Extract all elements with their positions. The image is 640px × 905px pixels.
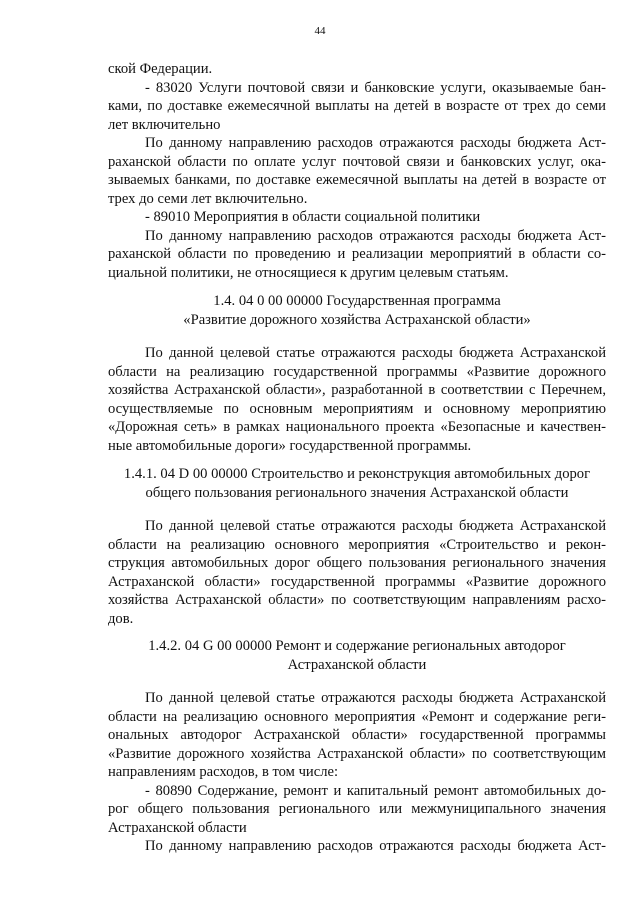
text-line: «Дорожная сеть» в рамках национального проекта «Безопасные и качествен-	[108, 419, 606, 435]
text-line: По данной целевой статье отражаются расходы бюджета Астраханской	[145, 690, 606, 706]
text-line: ные автомобильные дороги» государственной программы.	[108, 437, 472, 454]
text-line: осуществляемые по основным мероприятиям и основному мероприятию	[108, 400, 606, 417]
text-line: области на реализацию основного мероприятия «Ремонт и содержание реги-	[108, 708, 606, 725]
text-line: струкция автомобильных дорог общего пользования регионального значения	[108, 555, 606, 571]
text-line: По данной целевой статье отражаются расходы бюджета Астраханской	[145, 518, 606, 534]
text-line: По данному направлению расходов отражаются расходы бюджета Аст-	[145, 838, 606, 854]
section-heading-1-4-1	[108, 465, 606, 502]
page-number: 44	[314, 25, 326, 37]
heading-line: «Развитие дорожного хозяйства Астраханской области»	[183, 311, 531, 328]
text-line: ональных автодорог Астраханской области» государственной программы	[108, 727, 606, 743]
heading-line: 1.4.1. 04 D 00 00000 Строительство и реконструкция автомобильных дорог	[123, 466, 591, 482]
paragraph-block-3	[108, 517, 606, 628]
text-line: рог общего пользования регионального или межмуниципального значения	[108, 801, 606, 817]
paragraph-block-1	[108, 60, 606, 282]
text-line: ками, по доставке ежемесячной выплаты на детей в возрасте от трех до семи	[108, 98, 606, 114]
text-line: зываемых банками, по доставке ежемесячной выплаты на детей в возрасте от	[108, 172, 606, 188]
text-line: циальной политики, не относящиеся к другим целевым статьям.	[108, 264, 509, 281]
text-line: Астраханской области» государственной программы «Развитие дорожного	[108, 573, 606, 590]
text-line: - 83020 Услуги почтовой связи и банковские услуги, оказываемые бан-	[145, 79, 606, 96]
text-line: хозяйства Астраханской области», разработанной в соответствии с Перечнем,	[108, 382, 606, 398]
heading-line: 1.4. 04 0 00 00000 Государственная программа	[213, 293, 501, 309]
text-line: дов.	[108, 610, 134, 627]
text-line: области на реализацию государственной программы «Развитие дорожного	[108, 363, 606, 380]
text-line: лет включительно	[108, 116, 221, 133]
text-line: - 80890 Содержание, ремонт и капитальный ремонт автомобильных до-	[145, 782, 606, 799]
text-line: направлениям расходов, в том числе:	[108, 764, 339, 780]
text-line: трех до семи лет включительно.	[108, 190, 308, 207]
section-heading-1-4	[108, 292, 606, 329]
text-line: По данной целевой статье отражаются расходы бюджета Астраханской	[145, 345, 606, 361]
text-line: - 89010 Мероприятия в области социальной политики	[145, 209, 481, 225]
paragraph-block-2	[108, 344, 606, 455]
text-line: хозяйства Астраханской области» по соответствующим направлениям расхо-	[108, 592, 606, 608]
text-line: По данному направлению расходов отражаются расходы бюджета Аст-	[145, 227, 606, 244]
text-line: ской Федерации.	[108, 61, 213, 77]
section-heading-1-4-2	[108, 637, 606, 674]
text-line: «Развитие дорожного хозяйства Астраханской области» по соответствующим	[108, 745, 606, 762]
text-line: раханской области по проведению и реализации мероприятий в области со-	[108, 246, 606, 262]
text-line: По данному направлению расходов отражаются расходы бюджета Аст-	[145, 135, 606, 151]
heading-line: Астраханской области	[287, 656, 427, 673]
text-line: области на реализацию основного мероприятия «Строительство и рекон-	[108, 536, 606, 553]
text-line: Астраханской области	[108, 819, 247, 836]
paragraph-block-4	[108, 689, 606, 856]
text-line: раханской области по оплате услуг почтовой связи и банковских услуг, ока-	[108, 153, 606, 170]
heading-line: 1.4.2. 04 G 00 00000 Ремонт и содержание региональных автодорог	[148, 638, 566, 654]
heading-line: общего пользования регионального значения Астраханской области	[145, 484, 569, 501]
